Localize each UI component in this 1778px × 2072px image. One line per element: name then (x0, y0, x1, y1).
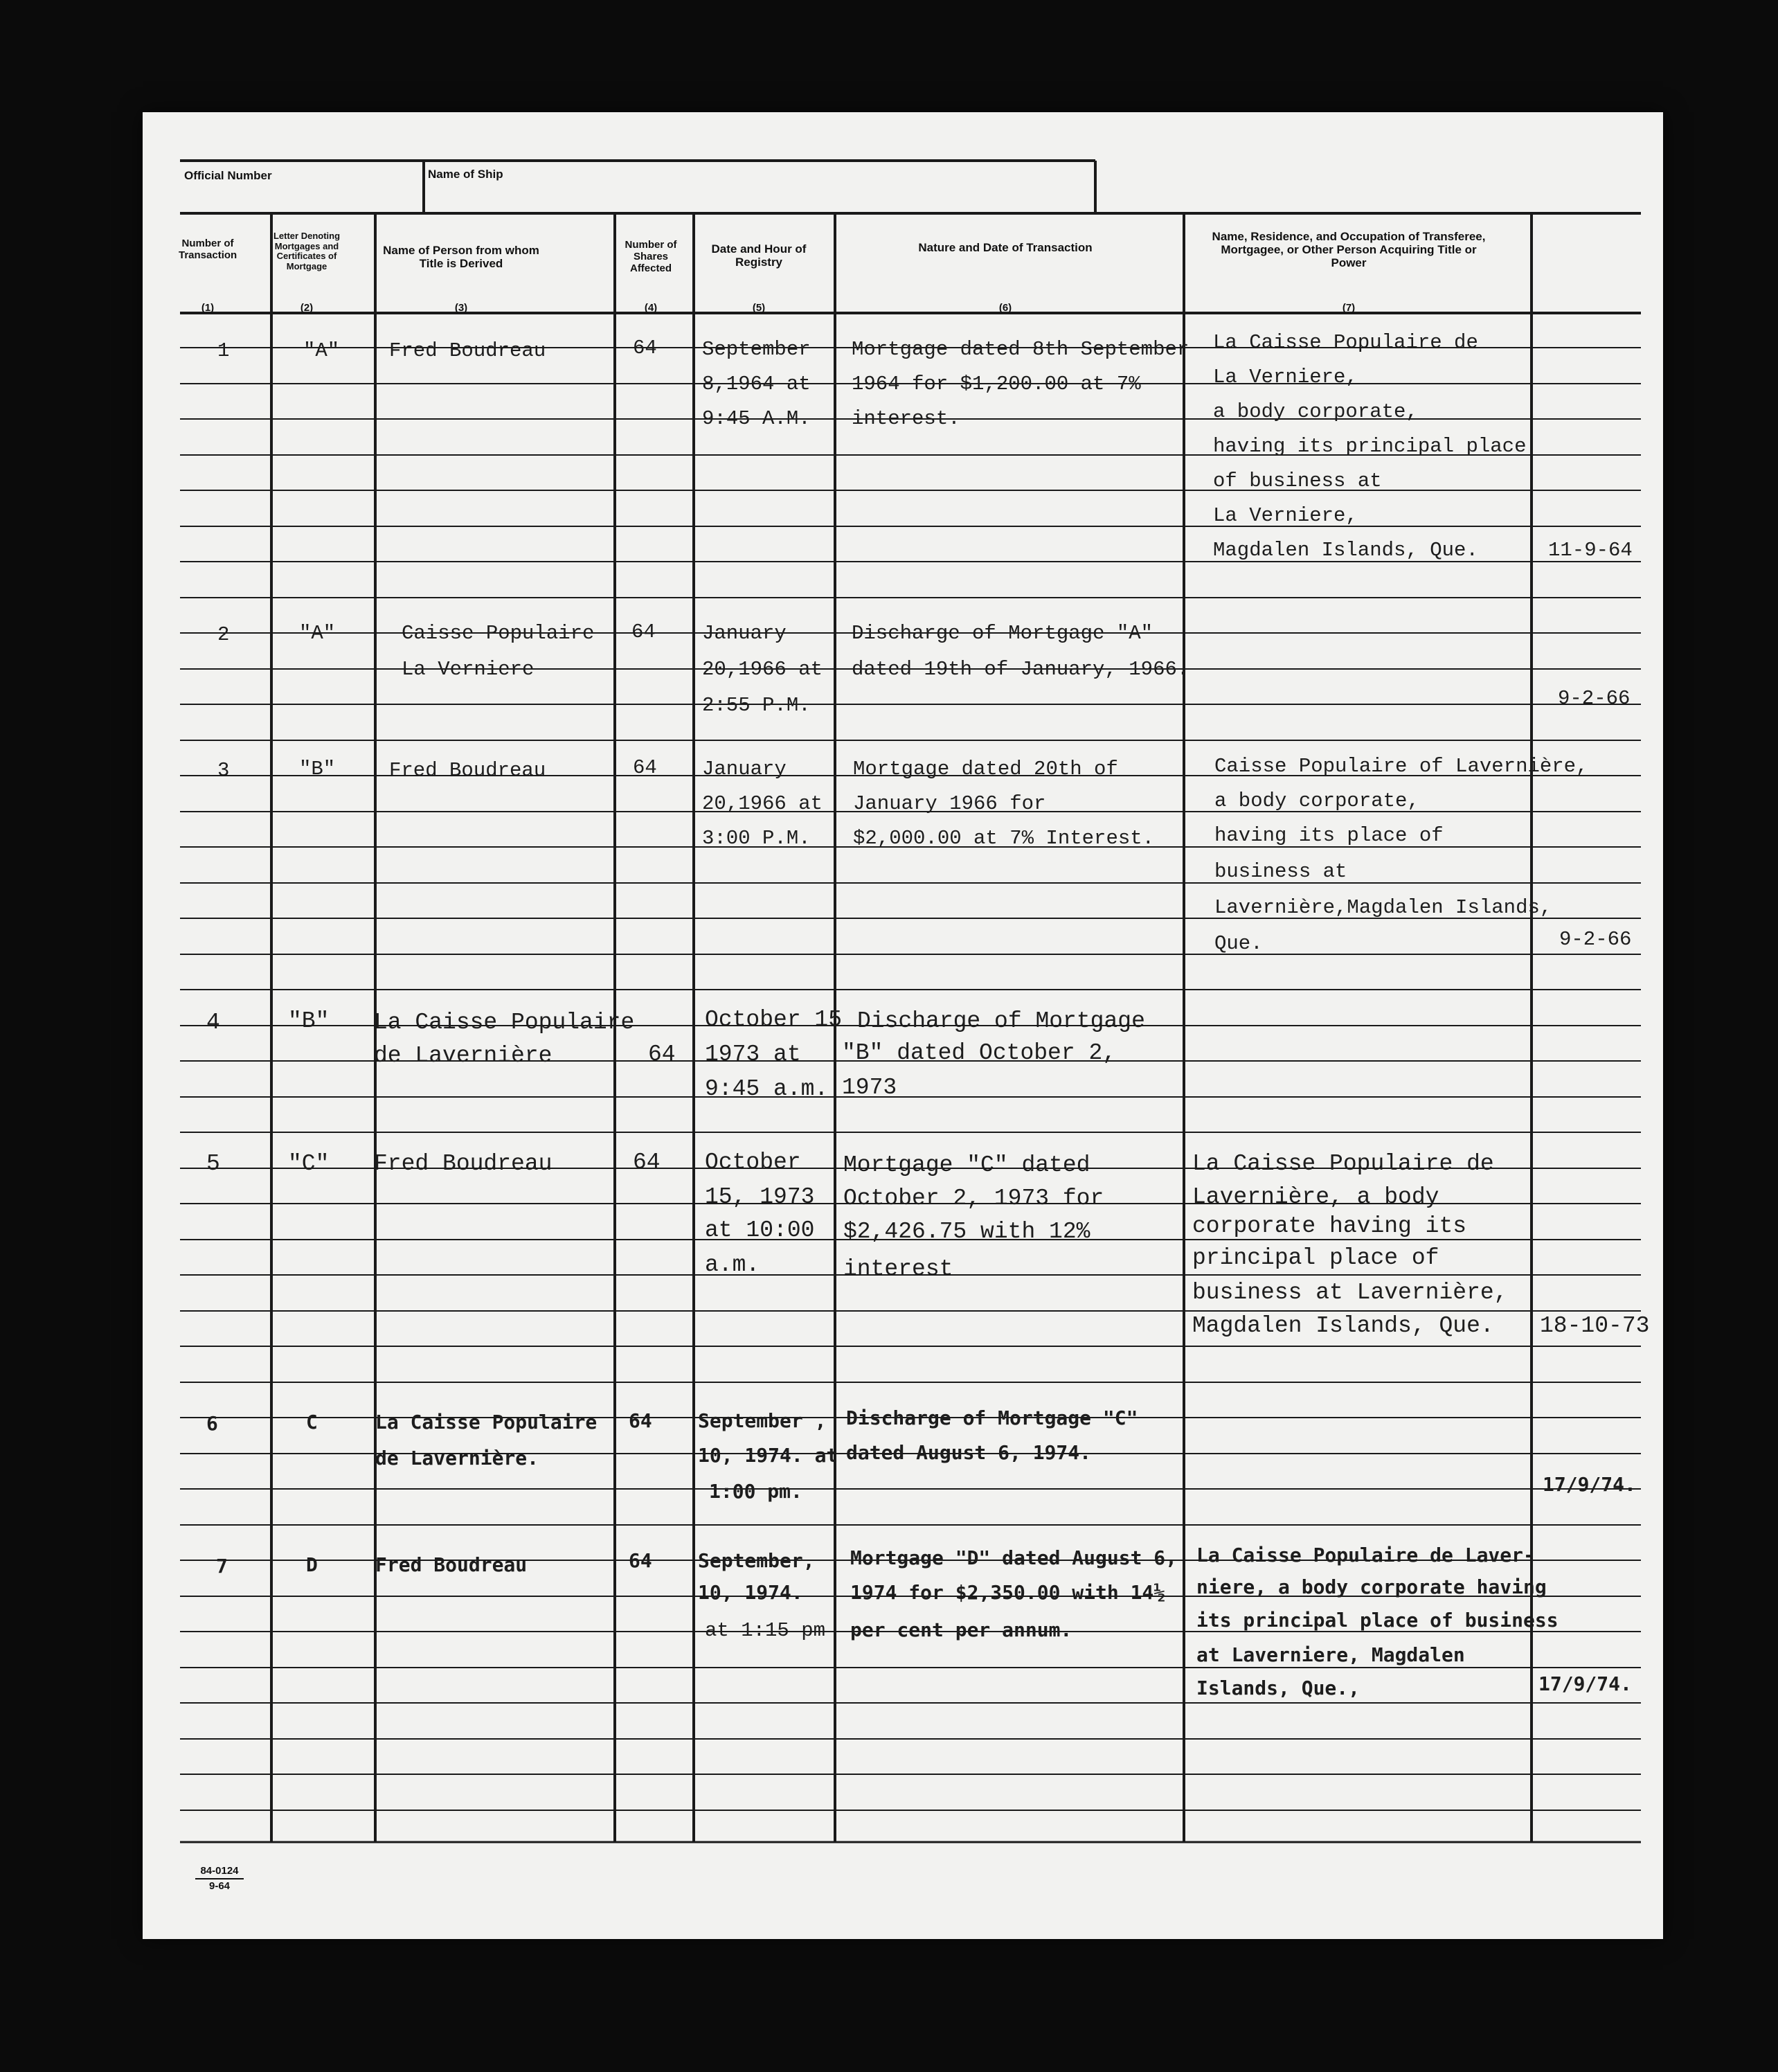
entry-3-shares: 64 (633, 756, 657, 779)
entry-1-letter: "A" (303, 339, 340, 362)
entry-1-transferee-line: La Verniere, (1213, 504, 1358, 527)
entry-5-transferee-line: principal place of (1192, 1245, 1439, 1271)
col-1-header: Number of Transaction (179, 238, 237, 261)
entry-5-shares: 64 (633, 1150, 661, 1175)
entry-1-transferee-line: a body corporate, (1213, 400, 1418, 423)
entry-5-letter: "C" (288, 1151, 330, 1177)
entry-4-number: 4 (206, 1010, 220, 1035)
entry-3-registry-line: January (702, 758, 787, 780)
entry-7-from: Fred Boudreau (375, 1553, 528, 1576)
entry-6-registry-line: 10, 1974. at (698, 1444, 838, 1467)
entry-6-number: 6 (206, 1412, 218, 1435)
entry-1-from: Fred Boudreau (389, 339, 546, 362)
entry-2-letter: "A" (299, 622, 336, 645)
entry-3-date-entered: 9-2-66 (1559, 928, 1632, 951)
entry-1-transferee-line: La Verniere, (1213, 366, 1358, 388)
entry-6-date-entered: 17/9/74. (1543, 1473, 1636, 1496)
entry-5-nature-line: Mortgage "C" dated (843, 1152, 1090, 1178)
entry-7-date-entered: 17/9/74. (1538, 1672, 1632, 1695)
entry-2-registry-line: 20,1966 at (702, 658, 823, 681)
entry-5-transferee-line: La Caisse Populaire de (1192, 1151, 1494, 1177)
col-7-number: (7) (1342, 302, 1356, 314)
entry-3-transferee-line: a body corporate, (1214, 789, 1419, 812)
entry-5-transferee-line: Lavernière, a body (1192, 1184, 1439, 1210)
entry-3-registry-line: 3:00 P.M. (702, 827, 811, 850)
entry-6-registry-line: 1:00 pm. (709, 1480, 802, 1503)
col-2-header: Letter Denoting Mortgages and Certificates of Mortgage (273, 231, 341, 271)
entry-3-number: 3 (217, 759, 230, 782)
entry-1-shares: 64 (633, 337, 657, 359)
entry-1-transferee-line: Magdalen Islands, Que. (1213, 539, 1478, 562)
col-3-header: Name of Person from whom Title is Derived (383, 244, 539, 271)
col-6-header: Nature and Date of Transaction (918, 241, 1093, 254)
entry-7-transferee-line: La Caisse Populaire de Laver- (1196, 1544, 1535, 1566)
name-of-ship-label: Name of Ship (428, 168, 503, 181)
entry-4-letter: "B" (288, 1008, 330, 1034)
entry-7-shares: 64 (629, 1549, 652, 1572)
entry-1-registry-line: September (702, 338, 811, 361)
entry-2-registry-line: January (702, 622, 787, 645)
entry-4-registry-line: 9:45 a.m. (705, 1076, 829, 1102)
entry-3-transferee-line: having its place of (1214, 824, 1444, 847)
entry-2-nature-line: Discharge of Mortgage "A" (852, 622, 1153, 645)
entry-7-transferee-line: its principal place of business (1196, 1609, 1559, 1632)
col-5-header: Date and Hour of Registry (711, 242, 807, 269)
entry-1-nature-line: 1964 for $1,200.00 at 7% (852, 373, 1141, 395)
entry-4-from-line: La Caisse Populaire (374, 1010, 635, 1035)
entry-5-transferee-line: Magdalen Islands, Que. (1192, 1313, 1494, 1339)
entry-5-registry-line: 15, 1973 (705, 1184, 815, 1210)
col-7-header: Name, Residence, and Occupation of Transferee, Mortgagee, or Other Person Acquiring Title or Power (1212, 230, 1486, 270)
entry-4-nature-line: Discharge of Mortgage (857, 1008, 1145, 1034)
entry-2-registry-line: 2:55 P.M. (702, 694, 811, 717)
entry-2-nature-line: dated 19th of January, 1966. (852, 658, 1189, 681)
entry-6-from-line: de Lavernière. (375, 1447, 539, 1470)
entry-2-from-line: La Verniere (402, 658, 535, 681)
entry-1-transferee-line: having its principal place (1213, 435, 1527, 458)
entry-5-transferee-line: business at Lavernière, (1192, 1280, 1508, 1305)
entry-5-date-entered: 18-10-73 (1540, 1313, 1650, 1339)
entry-5-nature-line: $2,426.75 with 12% (843, 1219, 1090, 1244)
col-4-number: (4) (644, 302, 658, 314)
entry-1-nature-line: Mortgage dated 8th September (852, 338, 1189, 361)
entry-4-registry-line: 1973 at (705, 1042, 801, 1067)
entry-1-transferee-line: La Caisse Populaire de (1213, 331, 1478, 354)
form-number-date: 9-64 (208, 1879, 231, 1892)
entry-7-transferee-line: niere, a body corporate having (1196, 1575, 1547, 1598)
form-number-code: 84-0124 (195, 1864, 244, 1879)
entry-2-number: 2 (217, 623, 230, 646)
entry-1-registry-line: 9:45 A.M. (702, 407, 811, 430)
entry-7-nature-line: Mortgage "D" dated August 6, (850, 1546, 1178, 1569)
col-2-number: (2) (300, 302, 314, 314)
entry-5-nature-line: interest (843, 1256, 953, 1282)
entry-6-nature-line: dated August 6, 1974. (846, 1441, 1092, 1464)
entry-3-transferee-line: Caisse Populaire of Lavernière, (1214, 755, 1588, 778)
entry-4-nature-line: "B" dated October 2, (842, 1040, 1117, 1066)
entry-3-nature-line: Mortgage dated 20th of (853, 758, 1118, 780)
entry-7-registry-line: 10, 1974. (698, 1581, 803, 1604)
entry-5-registry-line: October (705, 1150, 801, 1175)
register-page (143, 112, 1663, 1939)
entry-4-nature-line: 1973 (842, 1075, 897, 1100)
col-4-header: Number of Shares Affected (625, 239, 677, 274)
official-number-label: Official Number (184, 169, 272, 182)
entry-7-nature-line: 1974 for $2,350.00 with 14½ (850, 1581, 1166, 1604)
entry-2-shares: 64 (631, 620, 656, 643)
entry-4-from-line: de Lavernière (374, 1043, 553, 1069)
entry-7-registry-line: at 1:15 pm (705, 1619, 826, 1642)
entry-6-shares: 64 (629, 1409, 652, 1432)
entry-3-nature-line: January 1966 for (853, 792, 1046, 815)
entry-2-date-entered: 9-2-66 (1558, 687, 1631, 710)
col-1-number: (1) (201, 302, 215, 314)
col-5-number: (5) (752, 302, 766, 314)
entry-5-registry-line: a.m. (705, 1252, 760, 1278)
entry-1-nature-line: interest. (852, 407, 960, 430)
entry-3-letter: "B" (299, 758, 336, 780)
entry-5-from: Fred Boudreau (374, 1151, 553, 1177)
entry-7-number: 7 (216, 1555, 228, 1578)
entry-5-registry-line: at 10:00 (705, 1217, 815, 1243)
entry-5-nature-line: October 2, 1973 for (843, 1186, 1104, 1211)
entry-4-registry-line: October 15 (705, 1007, 843, 1033)
entry-5-transferee-line: corporate having its (1192, 1213, 1467, 1239)
entry-3-from: Fred Boudreau (389, 759, 546, 782)
entry-3-nature-line: $2,000.00 at 7% Interest. (853, 827, 1155, 850)
entry-1-number: 1 (217, 339, 230, 362)
entry-6-nature-line: Discharge of Mortgage "C" (846, 1406, 1138, 1429)
entry-7-transferee-line: Islands, Que., (1196, 1677, 1361, 1699)
entry-4-shares: 64 (648, 1042, 676, 1067)
entry-6-from-line: La Caisse Populaire (375, 1411, 598, 1434)
entry-3-transferee-line: Que. (1214, 932, 1263, 955)
entry-7-nature-line: per cent per annum. (850, 1618, 1072, 1641)
entry-1-date-entered: 11-9-64 (1548, 539, 1633, 562)
col-6-number: (6) (998, 302, 1012, 314)
form-number (195, 1864, 244, 1893)
entry-7-registry-line: September, (698, 1549, 815, 1572)
entry-3-registry-line: 20,1966 at (702, 792, 823, 815)
entry-5-number: 5 (206, 1151, 220, 1177)
entry-7-letter: D (306, 1553, 318, 1576)
entry-6-letter: C (306, 1411, 318, 1434)
entry-1-registry-line: 8,1964 at (702, 373, 811, 395)
col-3-number: (3) (454, 302, 468, 314)
entry-3-transferee-line: business at (1214, 860, 1347, 883)
entry-6-registry-line: September , (698, 1409, 827, 1432)
entry-7-transferee-line: at Laverniere, Magdalen (1196, 1643, 1465, 1666)
entry-2-from-line: Caisse Populaire (402, 622, 595, 645)
entry-1-transferee-line: of business at (1213, 470, 1382, 492)
entry-3-transferee-line: Lavernière,Magdalen Islands, (1214, 896, 1552, 919)
